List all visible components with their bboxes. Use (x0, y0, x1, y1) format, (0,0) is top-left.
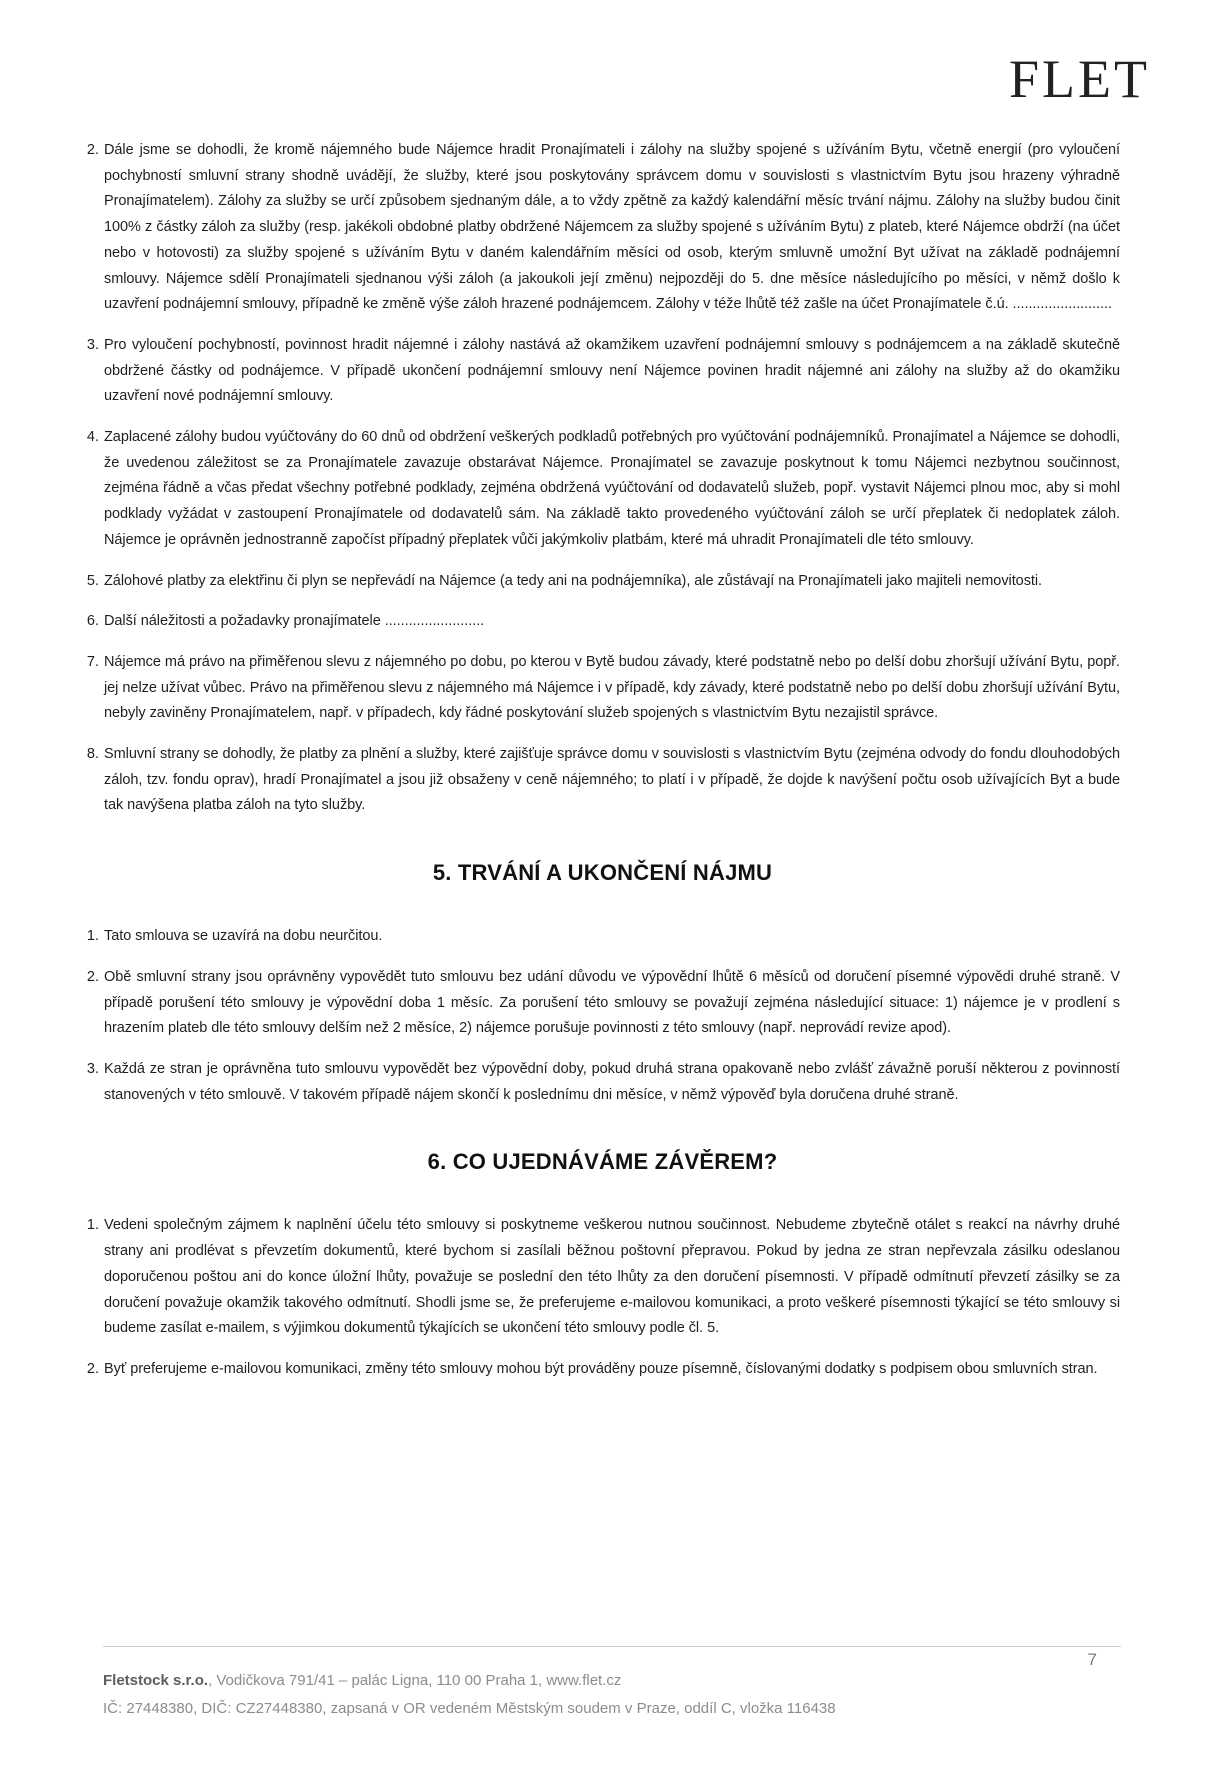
clause-number: 3. (86, 336, 99, 353)
clause-text: Zálohové platby za elektřinu či plyn se nepřevádí na Nájemce (a tedy ani na podnájemníka), ale zůstávají na Pronajímateli jako majiteli nemovitosti. (104, 572, 1043, 589)
footer-company-address: , Vodičkova 791/41 – palác Ligna, 110 00 Praha 1, www.flet.cz (208, 1672, 622, 1689)
clause-item (85, 609, 1120, 635)
clause-text: Smluvní strany se dohodly, že platby za plnění a služby, které zajišťuje správce domu v souvislosti s vlastnictvím Bytu (zejména odvody do fondu dlouhodobých záloh, tzv. fondu oprav), hradí Pronajímatel a jsou již obsaženy v ceně nájemného; to platí i v případě, že dojde k navýšení počtu osob užívajících Byt a bude tak navýšena platba záloh na tyto služby. (104, 746, 1120, 814)
footer-company-line (103, 1667, 1121, 1695)
clause-number: 2. (86, 1360, 99, 1377)
clause-item (85, 333, 1120, 410)
section-heading-6: 6. CO UJEDNÁVÁME ZÁVĚREM? (427, 1149, 778, 1175)
section-heading-5: 5. TRVÁNÍ A UKONČENÍ NÁJMU (432, 860, 773, 886)
clause-item (85, 1057, 1120, 1108)
page-number: 7 (1087, 1650, 1097, 1669)
clause-item (85, 965, 1120, 1042)
clause-text: Pro vyloučení pochybností, povinnost hradit nájemné i zálohy nastává až okamžikem uzavření podnájemní smlouvy s podnájemcem a na základě skutečně obdržené částky od podnájemce. V případě ukončení podnájemní smlouvy není Nájemce povinen hradit nájemné ani zálohy na služby až do okamžiku uzavření nové podnájemní smlouvy. (104, 336, 1120, 405)
clause-number: 7. (86, 653, 99, 670)
footer-registration-line: IČ: 27448380, DIČ: CZ27448380, zapsaná v OR vedeném Městským soudem v Praze, oddíl C, vložka 116438 (103, 1700, 836, 1717)
clause-item (85, 1357, 1120, 1383)
clause-number: 1. (86, 1217, 99, 1234)
clause-text: Každá ze stran je oprávněna tuto smlouvu vypovědět bez výpovědní doby, pokud druhá strana opakovaně nebo zvlášť závažně poruší některou z povinností stanovených v této smlouvě. V takovém případě nájem skončí k poslednímu dni měsíce, v němž výpověď byla doručena druhé straně. (104, 1060, 1120, 1103)
clause-number: 1. (86, 928, 99, 945)
clause-text: Další náležitosti a požadavky pronajímatele ......................... (104, 613, 485, 630)
clause-text: Dále jsme se dohodli, že kromě nájemného bude Nájemce hradit Pronajímateli i zálohy na služby spojené s užíváním Bytu, včetně energií (pro vyloučení pochybností smluvní strany shodně uvádějí, že služby, které jsou poskytovány správcem domu v souvislosti s vlastnictvím Bytu jsou hrazeny výhradně Pronajímatelem). Zálohy za služby se určí způsobem sjednaným dále, a to vždy zpětně za každý kalendářní měsíc trvání nájmu. Zálohy na služby budou činit 100% z částky záloh za služby (resp. jakékoli obdobné platby obdržené Nájemcem za služby spojené s užíváním Bytu) z plateb, které Nájemce obdrží (na účet nebo v hotovosti) za služby spojené s užíváním Bytu v daném kalendářním měsíci od osob, kterým smluvně umožní Byt užívat na základě podnájemní smlouvy. Nájemce sdělí Pronajímateli sjednanou výši záloh (a jakoukoli její změnu) nejpozději do 5. dne měsíce následujícího po měsíci, v němž došlo k uzavření podnájemní smlouvy, případně ke změně výše záloh hrazené podnájemcem. Zálohy v téže lhůtě též zašle na účet Pronajímatele č.ú. ......................... (104, 142, 1120, 313)
clause-number: 2. (86, 142, 99, 158)
clause-text: Nájemce má právo na přiměřenou slevu z nájemného po dobu, po kterou v Bytě budou závady, které podstatně nebo po delší dobu zhoršují užívání Bytu, popř. jej nelze užívat vůbec. Právo na přiměřenou slevu z nájemného má Nájemce i v případě, kdy závady, které podstatně nebo po delší dobu zhoršují užívání Bytu, nebyly zaviněny Pronajímatelem, např. v případech, kdy řádné poskytování služeb spojených s vlastnictvím Bytu nezajistil správce. (104, 653, 1120, 722)
clause-text: Byť preferujeme e-mailovou komunikaci, změny této smlouvy mohou být prováděny pouze písemně, číslovanými dodatky s podpisem obou smluvních stran. (104, 1360, 1098, 1377)
clause-text: Zaplacené zálohy budou vyúčtovány do 60 dnů od obdržení veškerých podkladů potřebných pro vyúčtování podnájemníků. Pronajímatel a Nájemce se dohodli, že uvedenou záležitost se za Pronajímatele zavazuje obstarávat Nájemce. Pronajímatel se zavazuje poskytnout k tomu Nájemci nezbytnou součinnost, zejména řádně a včas předat všechny potřebné podklady, zejména obdržená vyúčtování od dodavatelů služeb, popř. vystavit Nájemci plnou moc, aby si mohl podklady vyžádat v zastoupení Pronajímatele od dodavatelů sám. Na základě takto provedeného vyúčtování záloh se určí přeplatek či nedoplatek záloh. Nájemce je oprávněn jednostranně započíst případný přeplatek vůči jakýmkoliv platbám, které má uhradit Pronajímateli dle této smlouvy. (104, 429, 1120, 548)
clause-item (85, 742, 1120, 819)
clause-number: 8. (86, 746, 99, 763)
clause-text: Tato smlouva se uzavírá na dobu neurčitou. (104, 928, 383, 945)
page-footer (103, 1646, 1121, 1723)
clause-item (85, 650, 1120, 727)
clause-item (85, 924, 1120, 950)
clause-number: 5. (86, 572, 99, 589)
clause-list-final (85, 1213, 1120, 1382)
clause-number: 6. (86, 613, 99, 630)
clause-item (85, 569, 1120, 595)
clause-number: 3. (86, 1060, 99, 1077)
footer-company-name: Fletstock s.r.o. (103, 1672, 209, 1689)
flet-logo: FLET (1009, 49, 1150, 109)
clause-list-services (85, 138, 1120, 819)
clause-item (85, 425, 1120, 554)
clause-item (85, 138, 1120, 318)
clause-number: 2. (86, 968, 99, 985)
clause-text: Obě smluvní strany jsou oprávněny vypovědět tuto smlouvu bez udání důvodu ve výpovědní lhůtě 6 měsíců od doručení písemné výpovědi druhé straně. V případě porušení této smlouvy je výpovědní doba 1 měsíc. Za porušení této smlouvy se považují zejména následující situace: 1) nájemce je v prodlení s hrazením plateb dle této smlouvy delším než 2 měsíce, 2) nájemce porušuje povinnosti z této smlouvy (např. neprovádí revize apod). (104, 968, 1120, 1037)
contract-body (85, 138, 1120, 1398)
clause-text: Vedeni společným zájmem k naplnění účelu této smlouvy si poskytneme veškerou nutnou součinnost. Nebudeme zbytečně otálet s reakcí na návrhy druhé strany ani prodlévat s převzetím dokumentů, které bychom si zasílali běžnou poštovní přepravou. Pokud by jedna ze stran nepřevzala zásilku odeslanou doporučenou poštou ani do konce úložní lhůty, považuje se poslední den této lhůty za den doručení písemnosti. V případě odmítnutí převzetí zásilky se za doručení považuje okamžik takového odmítnutí. Shodli jsme se, že preferujeme e-mailovou komunikaci, a proto veškeré písemnosti týkající se této smlouvy si budeme zasílat e-mailem, s výjimkou dokumentů týkajících se ukončení této smlouvy podle čl. 5. (104, 1217, 1120, 1337)
clause-number: 4. (86, 429, 99, 446)
clause-list-termination (85, 924, 1120, 1108)
clause-item (85, 1213, 1120, 1342)
